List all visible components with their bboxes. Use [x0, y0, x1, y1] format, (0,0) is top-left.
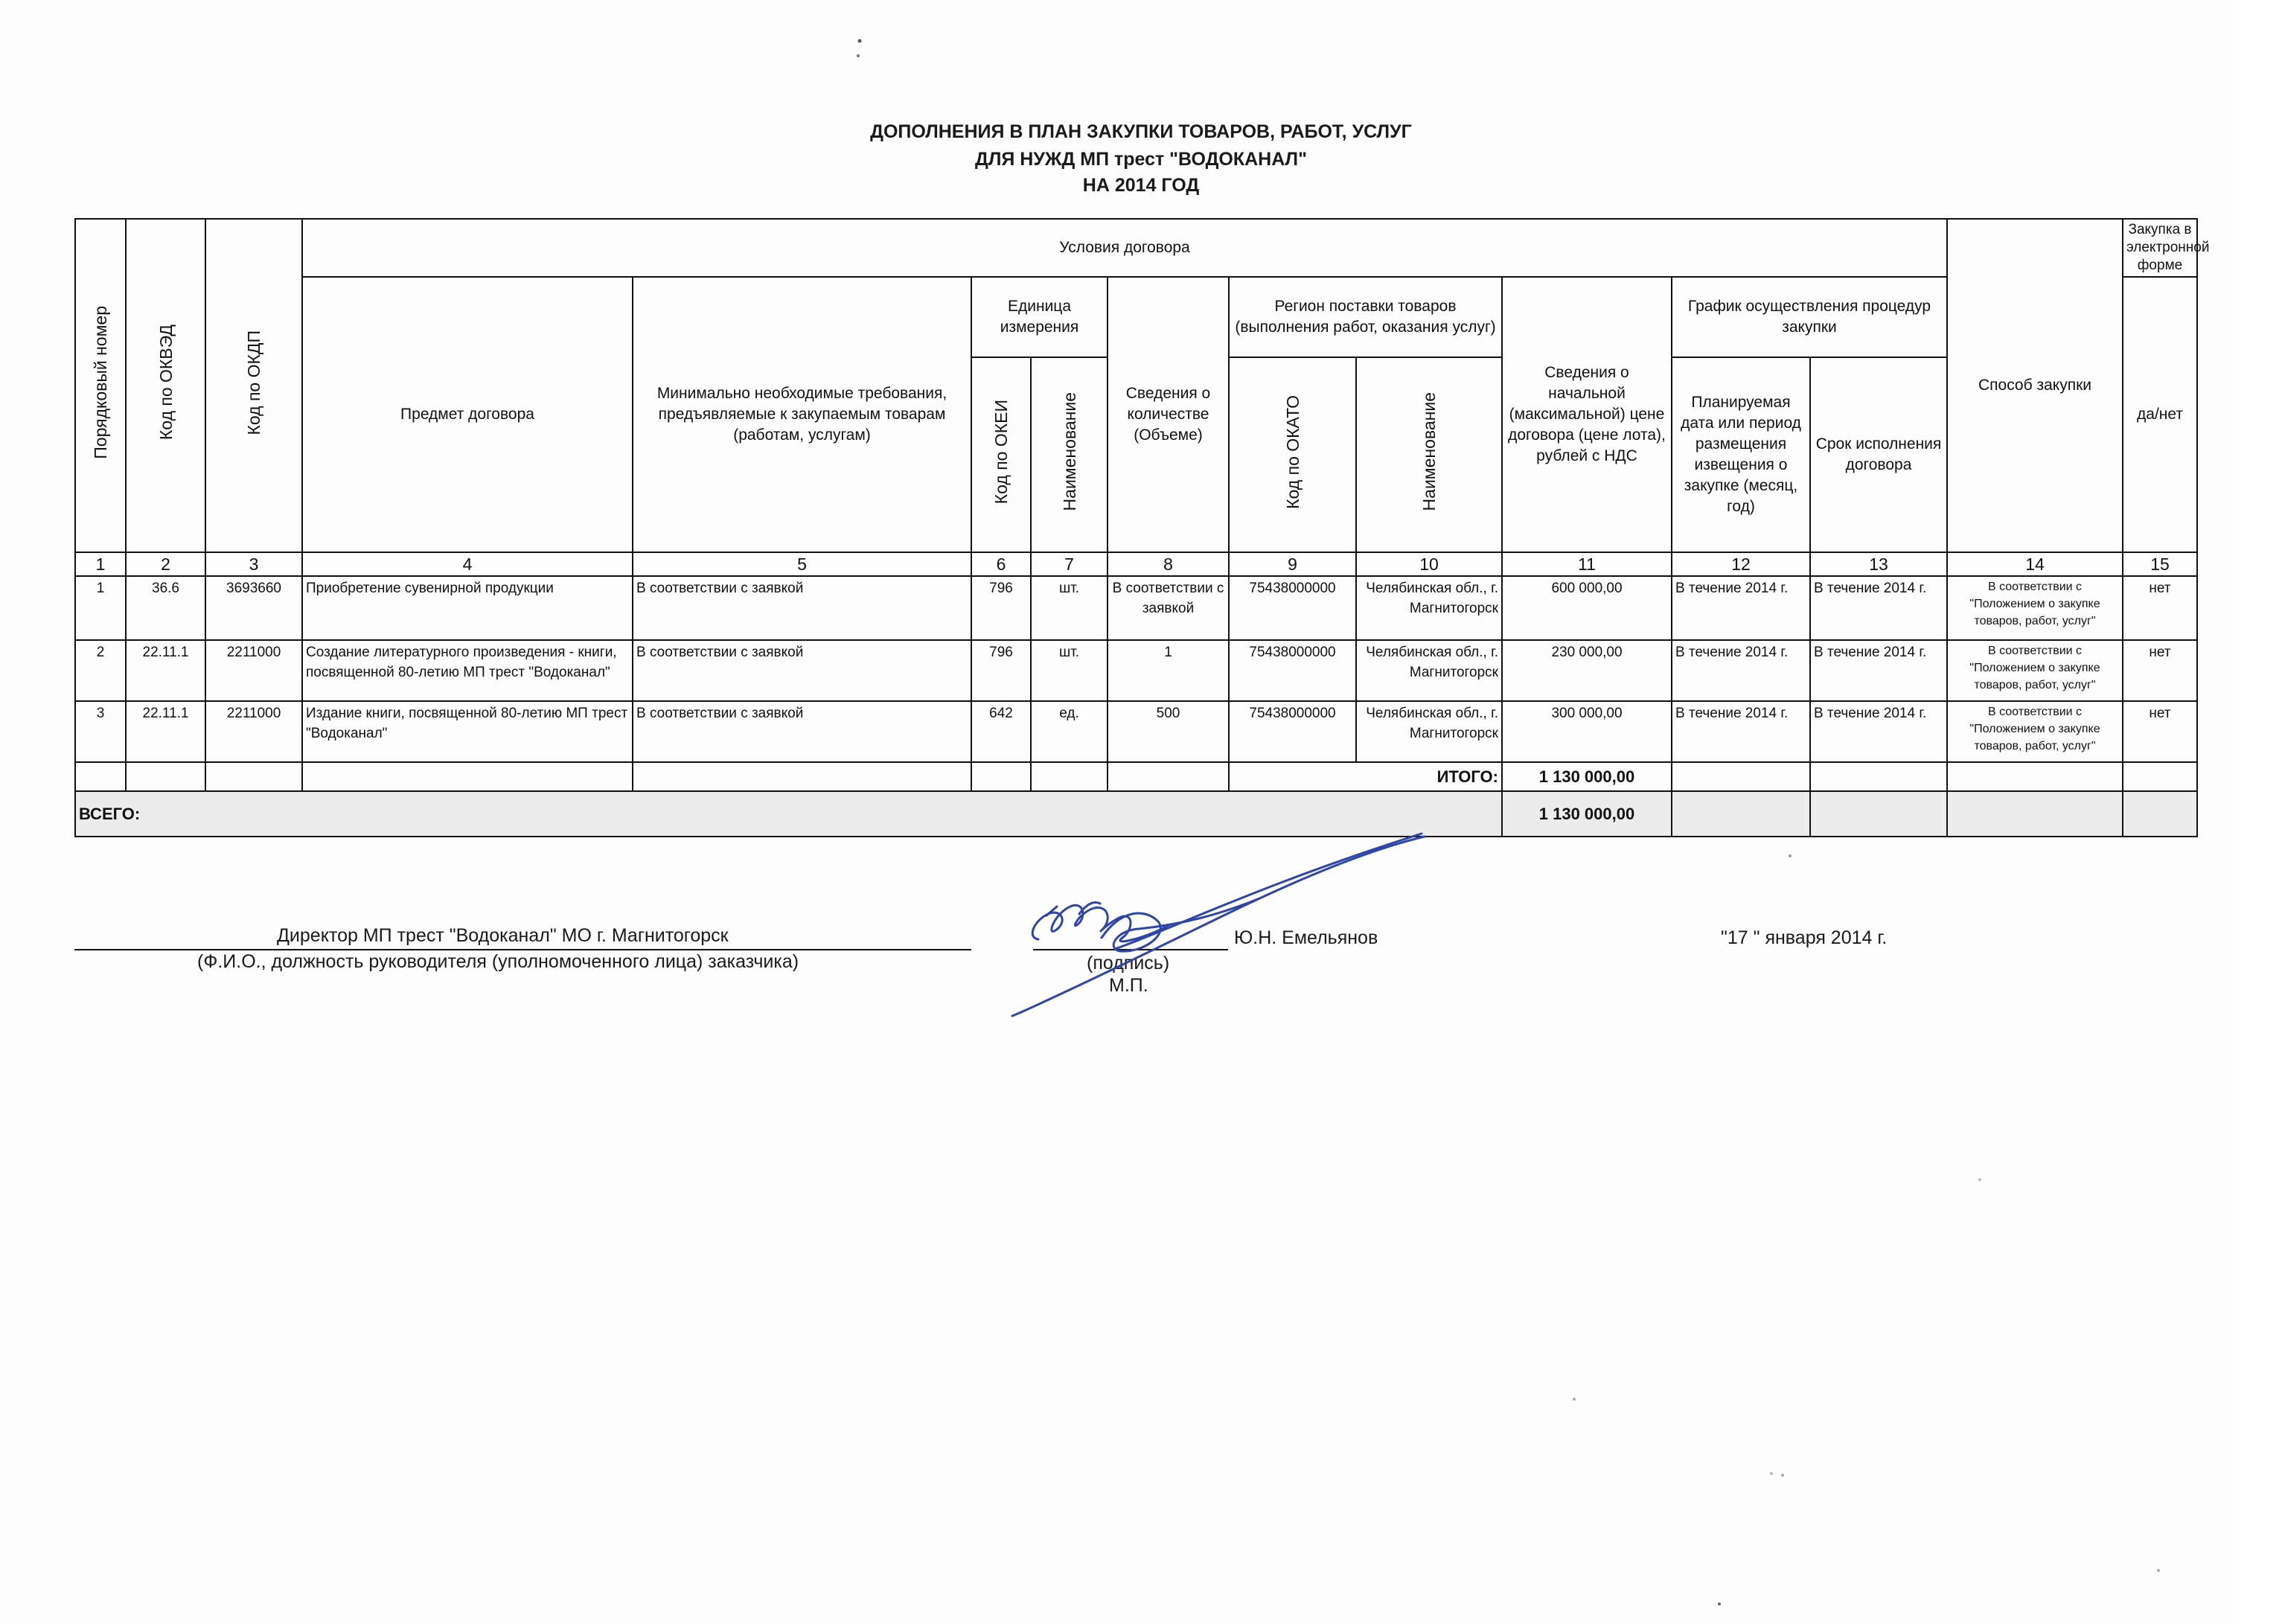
stamp-caption: М.П.: [1109, 975, 1148, 996]
column-number: 9: [1229, 552, 1356, 576]
cell-subject: Приобретение сувенирной продукции: [302, 576, 633, 640]
header-okved: Код по ОКВЭД: [126, 219, 205, 552]
column-number: 10: [1356, 552, 1502, 576]
header-schedule: График осуществления процедур закупки: [1672, 277, 1947, 357]
empty-cell: [1031, 762, 1108, 791]
header-subject: Предмет договора: [302, 277, 633, 552]
handwritten-signature: [975, 826, 1436, 1020]
cell-planned: В течение 2014 г.: [1672, 576, 1810, 640]
cell-okei: 642: [971, 701, 1031, 762]
cell-planned: В течение 2014 г.: [1672, 640, 1810, 701]
cell-method: В соответствии с "Положением о закупке товаров, работ, услуг": [1947, 701, 2123, 762]
cell-price: 600 000,00: [1502, 576, 1672, 640]
cell-method: В соответствии с "Положением о закупке товаров, работ, услуг": [1947, 640, 2123, 701]
header-electronic: Закупка в электронной форме: [2123, 219, 2197, 277]
cell-okei: 796: [971, 640, 1031, 701]
column-number: 1: [75, 552, 126, 576]
empty-cell: [1947, 791, 2123, 837]
subtotal-row: [75, 762, 2197, 791]
column-number: 14: [1947, 552, 2123, 576]
procurement-plan-table: [74, 218, 2210, 837]
header-price: Сведения о начальной (максимальной) цене договора (цене лота), рублей с НДС: [1502, 277, 1672, 552]
column-number: 7: [1031, 552, 1108, 576]
column-number: 11: [1502, 552, 1672, 576]
cell-region: Челябинская обл., г. Магнитогорск: [1356, 701, 1502, 762]
column-number: 15: [2123, 552, 2197, 576]
document-title-line2: ДЛЯ НУЖД МП трест "ВОДОКАНАЛ": [975, 149, 1307, 170]
cell-region: Челябинская обл., г. Магнитогорск: [1356, 576, 1502, 640]
empty-cell: [1672, 791, 1810, 837]
column-number: 6: [971, 552, 1031, 576]
column-number: 8: [1108, 552, 1229, 576]
cell-electronic: нет: [2123, 640, 2197, 701]
document-title-line1: ДОПОЛНЕНИЯ В ПЛАН ЗАКУПКИ ТОВАРОВ, РАБОТ, УСЛУГ: [870, 121, 1412, 142]
cell-unit: шт.: [1031, 640, 1108, 701]
header-okato: Код по ОКАТО: [1229, 357, 1356, 552]
column-number: 4: [302, 552, 633, 576]
column-number: 13: [1810, 552, 1947, 576]
cell-quantity: 1: [1108, 640, 1229, 701]
header-planned-date: Планируемая дата или период размещения извещения о закупке (месяц, год): [1672, 357, 1810, 552]
cell-okdp: 2211000: [205, 701, 302, 762]
header-region-name: Наименование: [1356, 357, 1502, 552]
cell-requirements: В соответствии с заявкой: [633, 576, 971, 640]
cell-subject: Издание книги, посвященной 80-летию МП трест "Водоканал": [302, 701, 633, 762]
empty-cell: [205, 762, 302, 791]
cell-quantity: В соответствии с заявкой: [1108, 576, 1229, 640]
cell-term: В течение 2014 г.: [1810, 701, 1947, 762]
document-title-line3: НА 2014 ГОД: [1082, 175, 1200, 196]
cell-price: 230 000,00: [1502, 640, 1672, 701]
cell-okato: 75438000000: [1229, 576, 1356, 640]
cell-quantity: 500: [1108, 701, 1229, 762]
header-unit-name: Наименование: [1031, 357, 1108, 552]
table-row: [75, 640, 2197, 701]
cell-unit: ед.: [1031, 701, 1108, 762]
signing-date: "17 " января 2014 г.: [1721, 927, 1888, 948]
cell-okved: 22.11.1: [126, 640, 205, 701]
column-number: 2: [126, 552, 205, 576]
cell-no: 2: [75, 640, 126, 701]
cell-okdp: 2211000: [205, 640, 302, 701]
cell-requirements: В соответствии с заявкой: [633, 640, 971, 701]
empty-cell: [126, 762, 205, 791]
header-method: Способ закупки: [1947, 219, 2123, 552]
cell-term: В течение 2014 г.: [1810, 640, 1947, 701]
subtotal-label: ИТОГО:: [1229, 762, 1502, 791]
header-unit: Единица измерения: [971, 277, 1108, 357]
director-position: Директор МП трест "Водоканал" МО г. Магнитогорск: [277, 925, 729, 946]
cell-okdp: 3693660: [205, 576, 302, 640]
signature-caption: (подпись): [1087, 953, 1170, 974]
column-number: 12: [1672, 552, 1810, 576]
cell-subject: Создание литературного произведения - книги, посвященной 80-летию МП трест "Водоканал": [302, 640, 633, 701]
header-term: Срок исполнения договора: [1810, 357, 1947, 552]
header-order-no: Порядковый номер: [75, 219, 126, 552]
header-okdp: Код по ОКДП: [205, 219, 302, 552]
cell-electronic: нет: [2123, 576, 2197, 640]
empty-cell: [2123, 791, 2197, 837]
cell-region: Челябинская обл., г. Магнитогорск: [1356, 640, 1502, 701]
empty-cell: [302, 762, 633, 791]
header-region: Регион поставки товаров (выполнения работ, оказания услуг): [1229, 277, 1502, 357]
table-row: [75, 576, 2197, 640]
column-number-row: [75, 552, 2197, 576]
cell-planned: В течение 2014 г.: [1672, 701, 1810, 762]
cell-okei: 796: [971, 576, 1031, 640]
empty-cell: [1810, 791, 1947, 837]
empty-cell: [1672, 762, 1810, 791]
cell-method: В соответствии с "Положением о закупке товаров, работ, услуг": [1947, 576, 2123, 640]
empty-cell: [1810, 762, 1947, 791]
cell-no: 1: [75, 576, 126, 640]
total-value: 1 130 000,00: [1502, 791, 1672, 837]
header-conditions: Условия договора: [302, 219, 1947, 277]
cell-okved: 22.11.1: [126, 701, 205, 762]
table-row: [75, 701, 2197, 762]
cell-okato: 75438000000: [1229, 640, 1356, 701]
cell-price: 300 000,00: [1502, 701, 1672, 762]
empty-cell: [1947, 762, 2123, 791]
header-requirements: Минимально необходимые требования, предъявляемые к закупаемым товарам (работам, услугам): [633, 277, 971, 552]
cell-okved: 36.6: [126, 576, 205, 640]
position-underline: [74, 949, 971, 950]
empty-cell: [971, 762, 1031, 791]
column-number: 5: [633, 552, 971, 576]
header-quantity: Сведения о количестве (Объеме): [1108, 277, 1229, 552]
cell-electronic: нет: [2123, 701, 2197, 762]
total-label: ВСЕГО:: [75, 791, 1502, 837]
empty-cell: [633, 762, 971, 791]
header-yes-no: да/нет: [2123, 277, 2197, 552]
cell-unit: шт.: [1031, 576, 1108, 640]
subtotal-value: 1 130 000,00: [1502, 762, 1672, 791]
empty-cell: [2123, 762, 2197, 791]
cell-term: В течение 2014 г.: [1810, 576, 1947, 640]
cell-no: 3: [75, 701, 126, 762]
header-okei: Код по ОКЕИ: [971, 357, 1031, 552]
empty-cell: [75, 762, 126, 791]
cell-okato: 75438000000: [1229, 701, 1356, 762]
signer-name: Ю.Н. Емельянов: [1234, 927, 1378, 948]
empty-cell: [1108, 762, 1229, 791]
column-number: 3: [205, 552, 302, 576]
cell-requirements: В соответствии с заявкой: [633, 701, 971, 762]
position-caption: (Ф.И.О., должность руководителя (уполномоченного лица) заказчика): [197, 951, 799, 972]
